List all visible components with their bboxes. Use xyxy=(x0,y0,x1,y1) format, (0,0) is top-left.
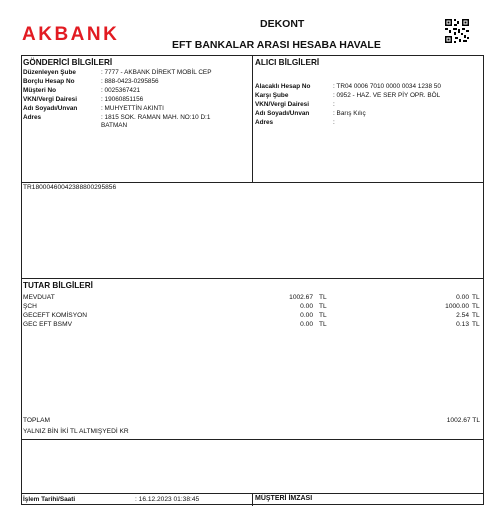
fee-value: 0.00 xyxy=(456,294,469,301)
receiver-section-title: ALICI BİLGİLERİ xyxy=(255,58,320,67)
field-label: Karşı Şube xyxy=(255,92,289,99)
total-value: 1002.67 TL xyxy=(446,417,480,424)
field-value: : MUHYETTİN AKINTI xyxy=(101,105,164,112)
sender-info xyxy=(23,69,248,179)
customer-signature-label: MÜŞTERİ İMZASI xyxy=(255,495,313,502)
field-value: : Barış Kılıç xyxy=(333,110,366,117)
amount-value: 0.00 xyxy=(300,303,313,310)
field-label: VKN/Vergi Dairesi xyxy=(255,101,309,108)
field-value: : xyxy=(333,119,335,126)
total-label: TOPLAM xyxy=(23,417,50,424)
amount-row xyxy=(22,303,484,312)
amount-in-words: YALNIZ BİN İKİ TL ALTMIŞYEDİ KR xyxy=(23,428,129,435)
amount-currency: TL xyxy=(319,312,327,319)
fee-currency: TL xyxy=(472,303,480,310)
bank-logo: AKBANK xyxy=(22,24,120,45)
document-title: DEKONT xyxy=(260,18,305,30)
fee-value: 1000.00 xyxy=(445,303,469,310)
field-label: Adres xyxy=(255,119,274,126)
field-value: : xyxy=(333,101,335,108)
field-label: Müşteri No xyxy=(23,87,57,94)
field-label: Adı Soyadı/Unvan xyxy=(255,110,310,117)
field-label: Adres xyxy=(23,114,42,121)
fee-currency: TL xyxy=(472,294,480,301)
field-label: Borçlu Hesap No xyxy=(23,78,75,85)
receiver-info xyxy=(255,83,483,173)
amount-label: GECEFT KOMİSYON xyxy=(23,312,87,319)
amount-currency: TL xyxy=(319,303,327,310)
transfer-description: TR18000460042388800295856 xyxy=(23,184,117,191)
field-value: : 7777 - AKBANK DİREKT MOBİL CEP xyxy=(101,69,212,76)
field-label: Adı Soyadı/Unvan xyxy=(23,105,78,112)
amounts-section-title: TUTAR BİLGİLERİ xyxy=(23,281,93,290)
field-value: : 888-0423-0295856 xyxy=(101,78,159,85)
fee-value: 0.13 xyxy=(456,321,469,328)
amount-value: 0.00 xyxy=(300,312,313,319)
field-label: Düzenleyen Şube xyxy=(23,69,76,76)
fee-currency: TL xyxy=(472,321,480,328)
field-value: : 19060851156 xyxy=(101,96,144,103)
amount-currency: TL xyxy=(319,294,327,301)
field-label: Alacaklı Hesap No xyxy=(255,83,311,90)
field-value: : TR04 0006 7010 0000 0034 1238 50 xyxy=(333,83,441,90)
sender-section-title: GÖNDERİCİ BİLGİLERİ xyxy=(23,58,113,67)
field-label: VKN/Vergi Dairesi xyxy=(23,96,77,103)
amount-label: GEC EFT BSMV xyxy=(23,321,72,328)
amount-currency: TL xyxy=(319,321,327,328)
qr-code-icon xyxy=(444,18,470,44)
amount-row xyxy=(22,312,484,321)
field-value: : 16.12.2023 01:38:45 xyxy=(135,496,200,503)
fee-currency: TL xyxy=(472,312,480,319)
document-subtitle: EFT BANKALAR ARASI HESABA HAVALE xyxy=(172,39,381,51)
amount-value: 1002.67 xyxy=(289,294,313,301)
transaction-datetime-row xyxy=(23,496,251,505)
field-label: İşlem Tarihi/Saati xyxy=(23,496,76,503)
field-value: : 0952 - HAZ. VE SER PİY OPR. BÖL xyxy=(333,92,441,99)
fee-value: 2.54 xyxy=(456,312,469,319)
receipt-frame xyxy=(21,55,484,505)
amount-row xyxy=(22,294,484,303)
amount-value: 0.00 xyxy=(300,321,313,328)
amount-row xyxy=(22,321,484,330)
amount-label: MEVDUAT xyxy=(23,294,55,301)
field-value: : 0025367421 xyxy=(101,87,141,94)
amount-label: ŞCH xyxy=(23,303,37,310)
field-value: : 1815 SOK. RAMAN MAH. NO:10 D:1 BATMAN xyxy=(101,114,211,129)
